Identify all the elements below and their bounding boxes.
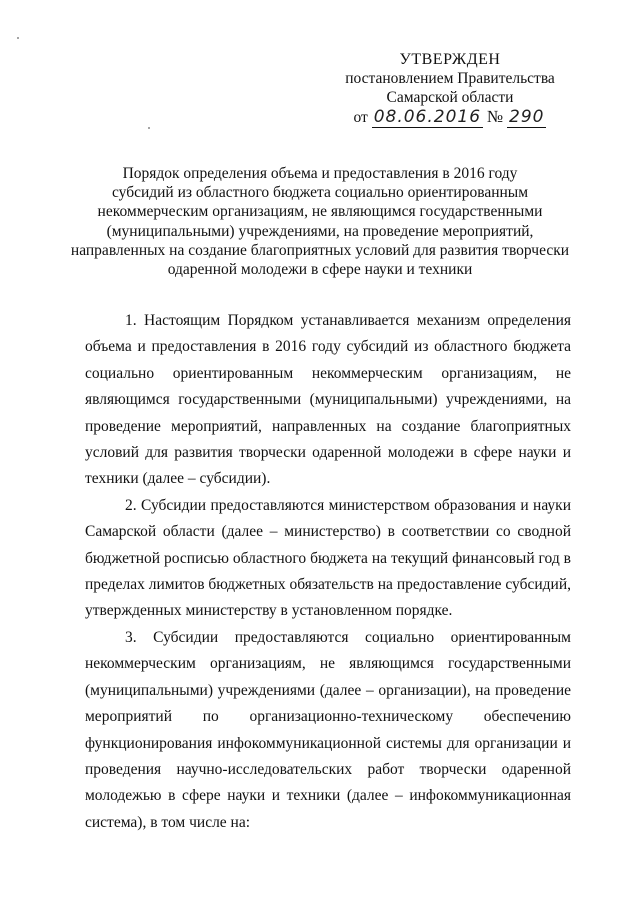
approval-line-1: постановлением Правительства: [345, 70, 555, 87]
title-line: одаренной молодежи в сфере науки и техники: [167, 261, 473, 279]
title-line: направленных на создание благоприятных условий для развития творчески: [70, 241, 570, 259]
approval-date-line: [354, 107, 547, 127]
date-prefix: от: [353, 109, 368, 126]
document-title: [70, 164, 570, 279]
scan-speck: [148, 127, 150, 129]
approval-heading: УТВЕРЖДЕН: [399, 51, 501, 68]
title-line: некоммерческим организациям, не являющимся государственными: [97, 203, 543, 221]
approval-line-2: Самарской области: [386, 89, 514, 106]
handwritten-date: 08.06.2016: [373, 107, 482, 127]
title-line: субсидий из областного бюджета социально ориентированным: [111, 184, 529, 202]
document-body: [85, 308, 571, 836]
paragraph-1: 1. Настоящим Порядком устанавливается механизм определения объема и предоставления в 2016 году субсидий из областного бюджета социально ориентированным некоммерческим организациям, не являющимся государственными (муниципальными) учреждениями, на проведение мероприятий, направленных на создание благоприятных условий для развития творчески одаренной молодежи в сфере науки и техники (далее – субсидии).: [85, 312, 571, 488]
paragraph-3: 3. Субсидии предоставляются социально ориентированным некоммерческим организациям, не являющимся государственными (муниципальными) учреждениями (далее – организации), на проведение мероприятий по организационно-техническому обеспечению функционирования инфокоммуникационной системы для организации и проведения научно-исследовательских работ творчески одаренной молодежью в сфере науки и техники (далее – инфокоммуникационная система), в том числе на:: [85, 628, 571, 831]
number-prefix: №: [486, 107, 504, 126]
paragraph-2: 2. Субсидии предоставляются министерством образования и науки Самарской области (далее – министерство) в соответствии со сводной бюджетной росписью областного бюджета на текущий финансовый год в пределах лимитов бюджетных обязательств на предоставление субсидий, утвержденных министерству в установленном порядке.: [85, 496, 571, 620]
approval-block: [330, 50, 570, 127]
title-line: Порядок определения объема и предоставления в 2016 году: [122, 165, 518, 182]
handwritten-number: 290: [509, 107, 545, 127]
title-line: (муниципальными) учреждениями, на проведение мероприятий,: [106, 222, 534, 240]
scan-speck: [17, 37, 19, 39]
